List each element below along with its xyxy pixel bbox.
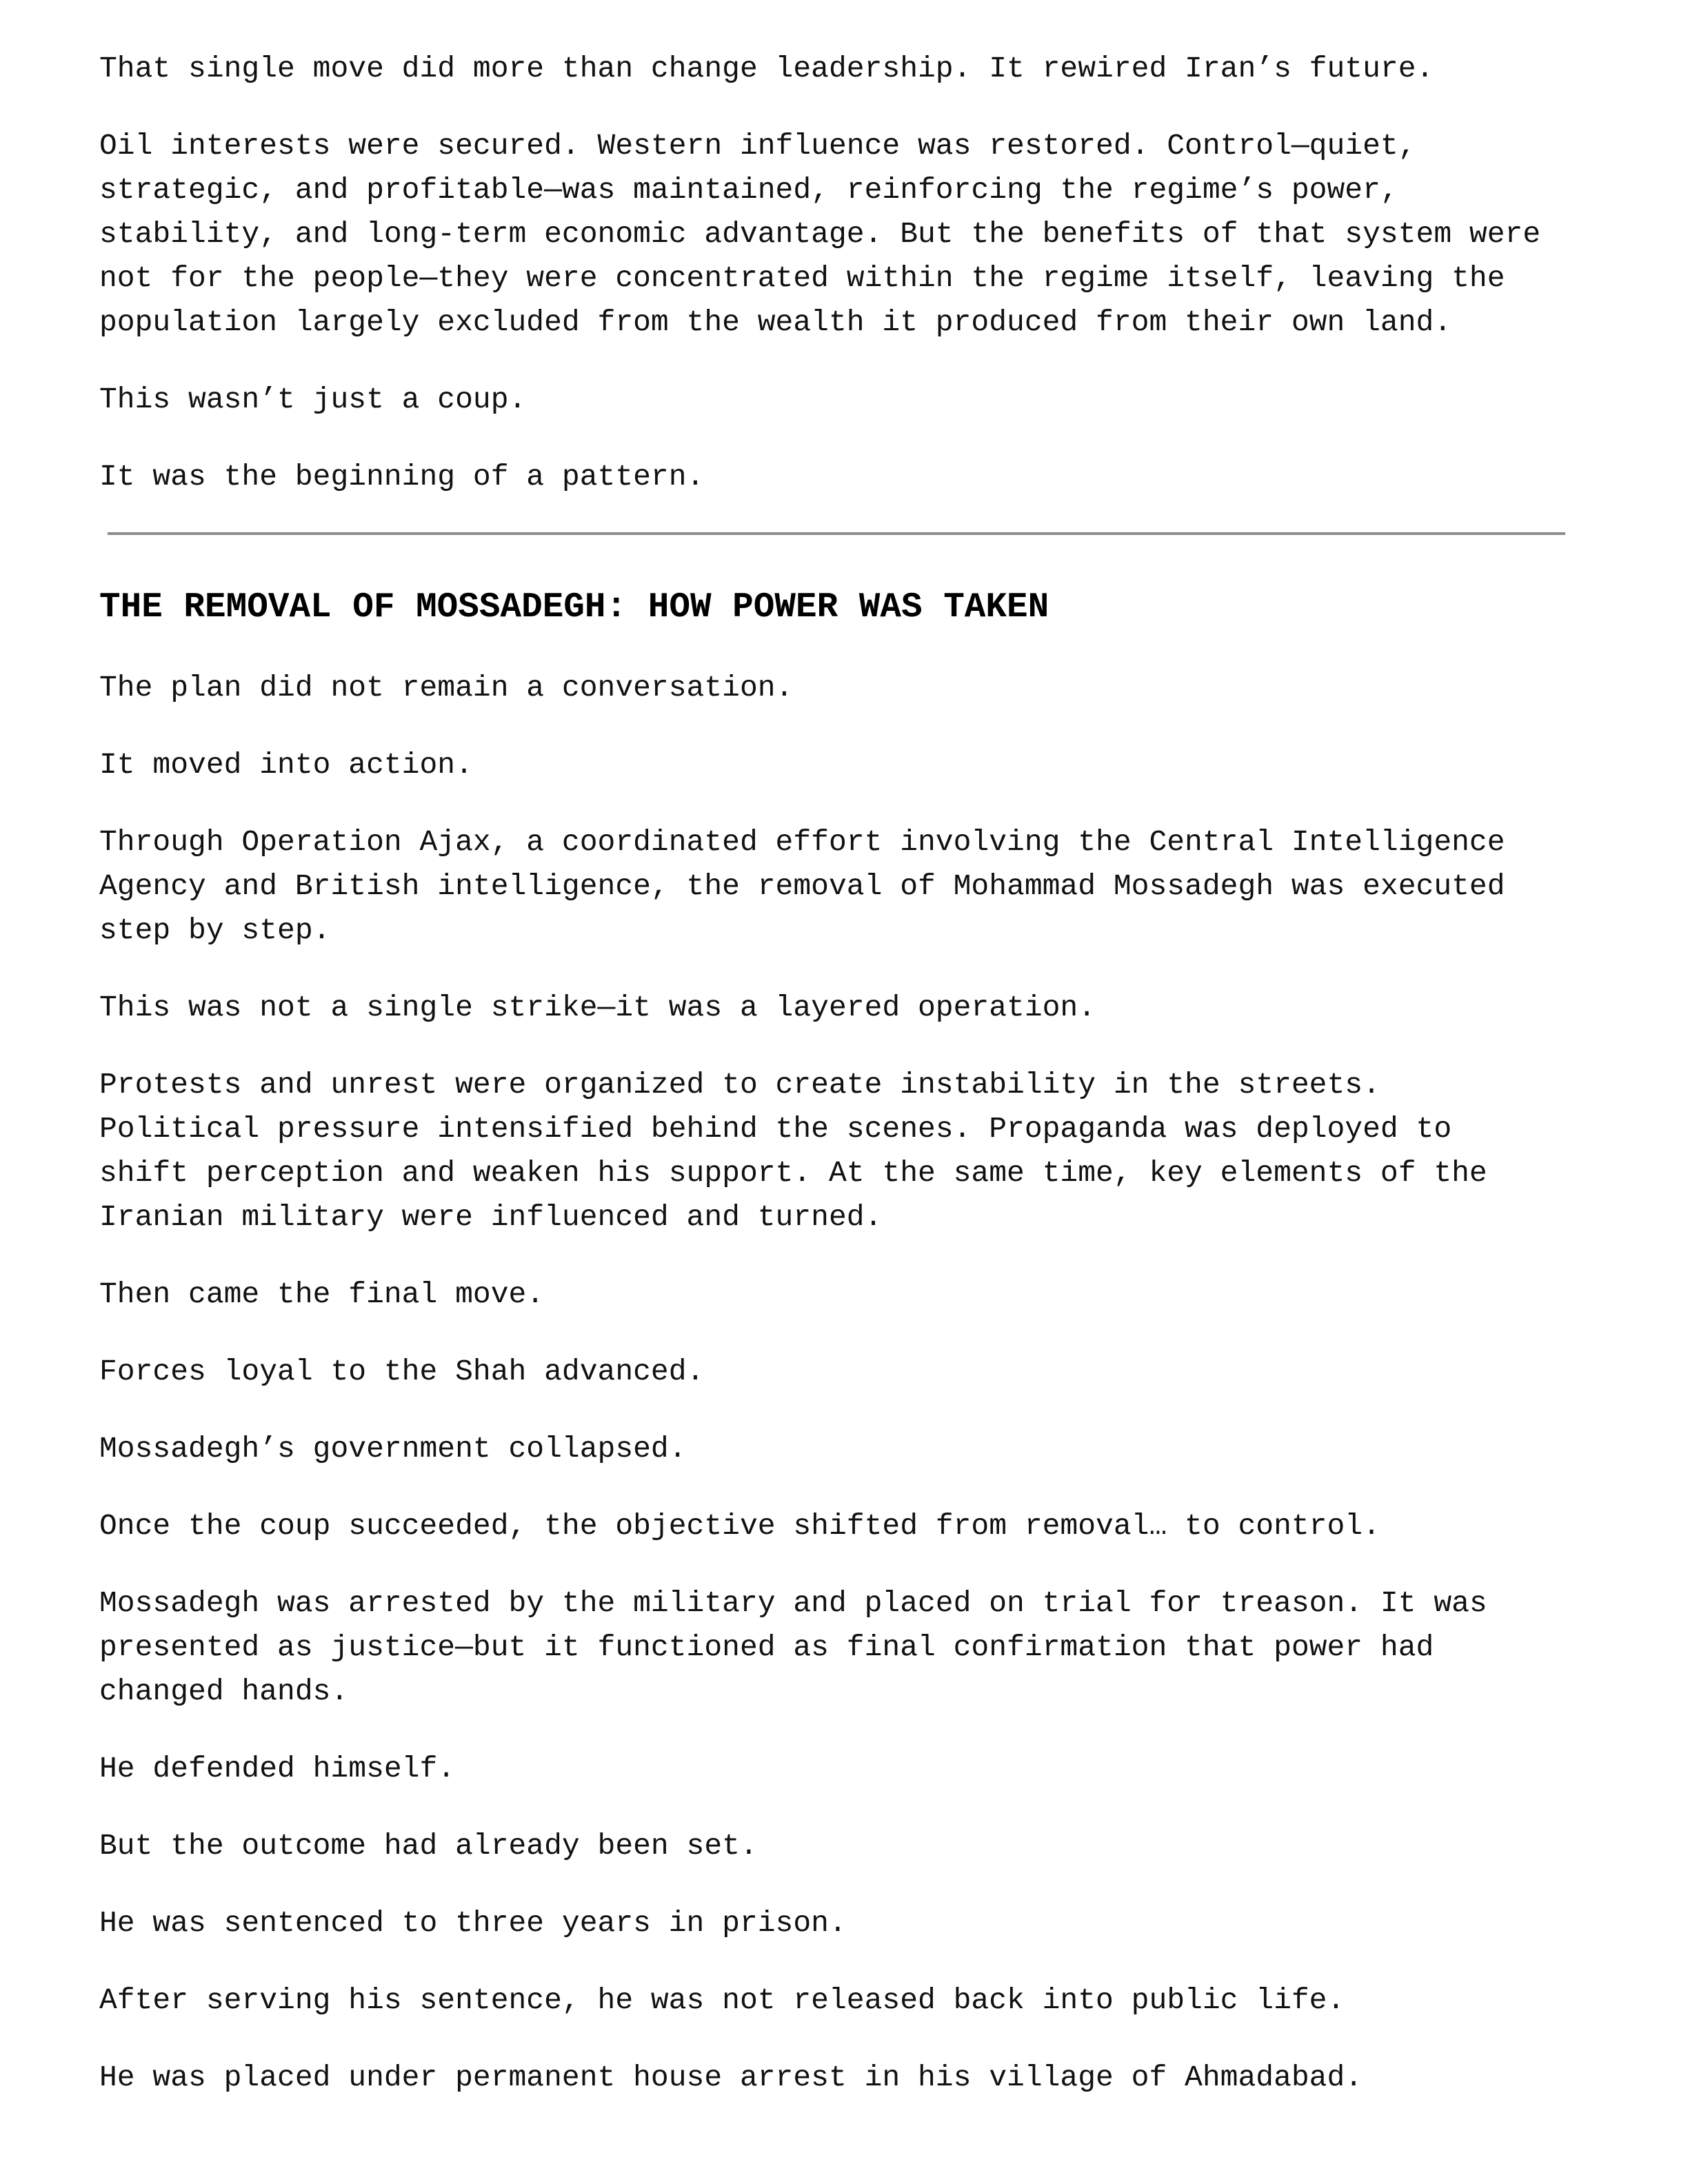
text-line: Protests and unrest were organized to create instability in the streets. <box>99 1068 1380 1102</box>
text-line: Oil interests were secured. Western influence was restored. Control—quiet, <box>99 129 1416 163</box>
text-line: This wasn’t just a coup. <box>99 383 527 416</box>
text-line: strategic, and profitable—was maintained, reinforcing the regime’s power, <box>99 173 1398 207</box>
section-divider <box>108 532 1565 535</box>
text-line: Mossadegh was arrested by the military and placed on trial for treason. It was <box>99 1586 1487 1620</box>
text-line: Once the coup succeeded, the objective shifted from removal… to control. <box>99 1509 1380 1543</box>
paragraph <box>99 47 1589 91</box>
text-line: It was the beginning of a pattern. <box>99 460 705 494</box>
paragraph <box>99 743 1589 787</box>
section-removal <box>99 666 1589 2100</box>
text-line: He was placed under permanent house arrest in his village of Ahmadabad. <box>99 2061 1363 2094</box>
text-line: shift perception and weaken his support. At the same time, key elements of the <box>99 1156 1487 1190</box>
paragraph <box>99 455 1589 499</box>
paragraph <box>99 986 1589 1030</box>
paragraph <box>99 1063 1589 1240</box>
text-line: Mossadegh’s government collapsed. <box>99 1432 687 1466</box>
text-line: That single move did more than change leadership. It rewired Iran’s future. <box>99 52 1434 85</box>
paragraph <box>99 1747 1589 1791</box>
text-line: This was not a single strike—it was a layered operation. <box>99 991 1096 1024</box>
text-line: step by step. <box>99 913 331 947</box>
paragraph <box>99 820 1589 953</box>
paragraph <box>99 378 1589 422</box>
text-line: He defended himself. <box>99 1752 456 1786</box>
section-heading: THE REMOVAL OF MOSSADEGH: HOW POWER WAS TAKEN <box>99 588 1049 627</box>
text-line: Agency and British intelligence, the removal of Mohammad Mossadegh was executed <box>99 869 1505 903</box>
text-line: changed hands. <box>99 1675 349 1708</box>
text-line: Iranian military were influenced and turned. <box>99 1200 883 1234</box>
text-line: After serving his sentence, he was not released back into public life. <box>99 1983 1345 2017</box>
text-line: He was sentenced to three years in prison. <box>99 1906 847 1940</box>
paragraph <box>99 666 1589 710</box>
paragraph <box>99 1273 1589 1317</box>
paragraph <box>99 1350 1589 1394</box>
paragraph <box>99 124 1589 345</box>
text-line: population largely excluded from the wealth it produced from their own land. <box>99 305 1452 339</box>
paragraph <box>99 1824 1589 1868</box>
text-line: The plan did not remain a conversation. <box>99 671 794 705</box>
section-intro <box>99 47 1589 499</box>
text-line: stability, and long-term economic advantage. But the benefits of that system were <box>99 217 1541 251</box>
text-line: Then came the final move. <box>99 1277 545 1311</box>
text-line: It moved into action. <box>99 748 473 782</box>
text-line: not for the people—they were concentrated within the regime itself, leaving the <box>99 261 1505 295</box>
text-line: Forces loyal to the Shah advanced. <box>99 1355 705 1388</box>
paragraph <box>99 1427 1589 1471</box>
paragraph <box>99 1504 1589 1548</box>
paragraph <box>99 1581 1589 1714</box>
paragraph <box>99 2056 1589 2100</box>
text-line: presented as justice—but it functioned as final confirmation that power had <box>99 1630 1434 1664</box>
text-line: Through Operation Ajax, a coordinated effort involving the Central Intelligence <box>99 825 1505 859</box>
text-line: Political pressure intensified behind the scenes. Propaganda was deployed to <box>99 1112 1452 1146</box>
paragraph <box>99 1979 1589 2023</box>
paragraph <box>99 1901 1589 1945</box>
document-body <box>99 47 1589 2133</box>
text-line: But the outcome had already been set. <box>99 1829 758 1863</box>
